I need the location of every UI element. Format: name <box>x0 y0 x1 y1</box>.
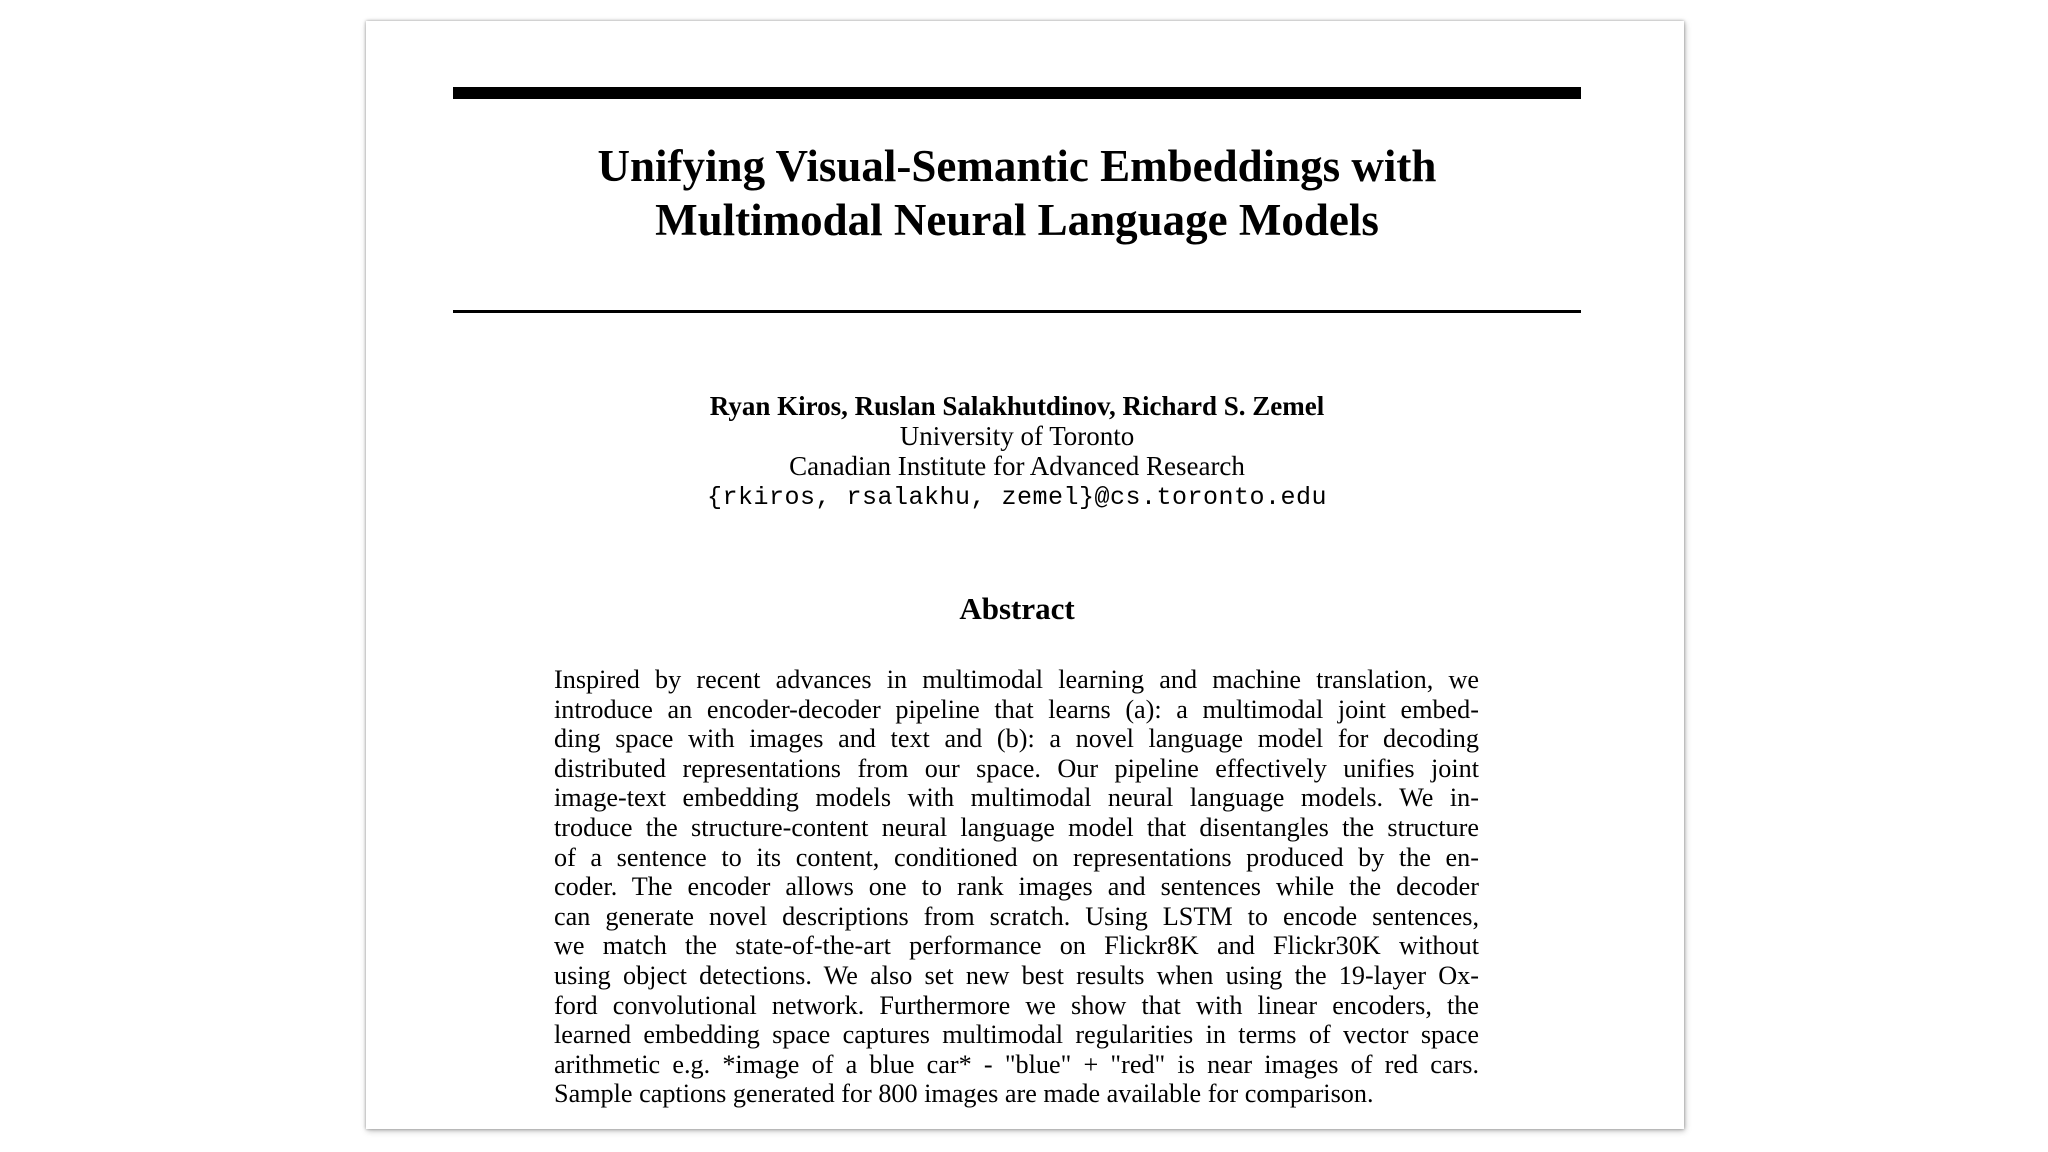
abstract-line: distributed representations from our space. Our pipeline effectively unifies joint <box>554 753 1479 783</box>
title-bottom-rule <box>453 310 1581 313</box>
abstract-line: learned embedding space captures multimodal regularities in terms of vector space <box>554 1020 1479 1050</box>
affiliation-institute: Canadian Institute for Advanced Research <box>789 451 1245 481</box>
abstract-line: troduce the structure-content neural language model that disentangles the structure <box>554 812 1479 842</box>
abstract-line: of a sentence to its content, conditioned on representations produced by the en- <box>554 842 1479 872</box>
abstract-heading: Abstract <box>959 591 1075 626</box>
abstract-line: Inspired by recent advances in multimodal learning and machine translation, we <box>554 665 1479 694</box>
abstract-line: ford convolutional network. Furthermore we show that with linear encoders, the <box>554 990 1479 1020</box>
abstract-line: we match the state-of-the-art performance on Flickr8K and Flickr30K without <box>554 931 1479 961</box>
abstract-line: can generate novel descriptions from scratch. Using LSTM to encode sentences, <box>554 901 1479 931</box>
abstract-line-last: Sample captions generated for 800 images are made available for comparison. <box>554 1079 1374 1109</box>
paper-title-line-1: Unifying Visual-Semantic Embeddings with <box>597 141 1437 191</box>
abstract-body <box>554 665 1479 1109</box>
abstract-line: ding space with images and text and (b): a novel language model for decoding <box>554 724 1479 754</box>
paper-page <box>366 21 1684 1129</box>
author-list: Ryan Kiros, Ruslan Salakhutdinov, Richard S. Zemel <box>709 391 1325 421</box>
abstract-line: introduce an encoder-decoder pipeline that learns (a): a multimodal joint embed- <box>554 694 1479 724</box>
abstract-line: image-text embedding models with multimodal neural language models. We in- <box>554 783 1479 813</box>
paper-title-line-2: Multimodal Neural Language Models <box>655 195 1379 245</box>
title-top-rule <box>453 87 1581 99</box>
abstract-line: arithmetic e.g. *image of a blue car* - "blue" + "red" is near images of red cars. <box>554 1049 1479 1079</box>
paper-title <box>453 139 1581 247</box>
abstract-line: coder. The encoder allows one to rank images and sentences while the decoder <box>554 872 1479 902</box>
abstract-line: using object detections. We also set new best results when using the 19-layer Ox- <box>554 960 1479 990</box>
author-email: {rkiros, rsalakhu, zemel}@cs.toronto.edu <box>706 483 1328 512</box>
affiliation-university: University of Toronto <box>899 421 1135 451</box>
